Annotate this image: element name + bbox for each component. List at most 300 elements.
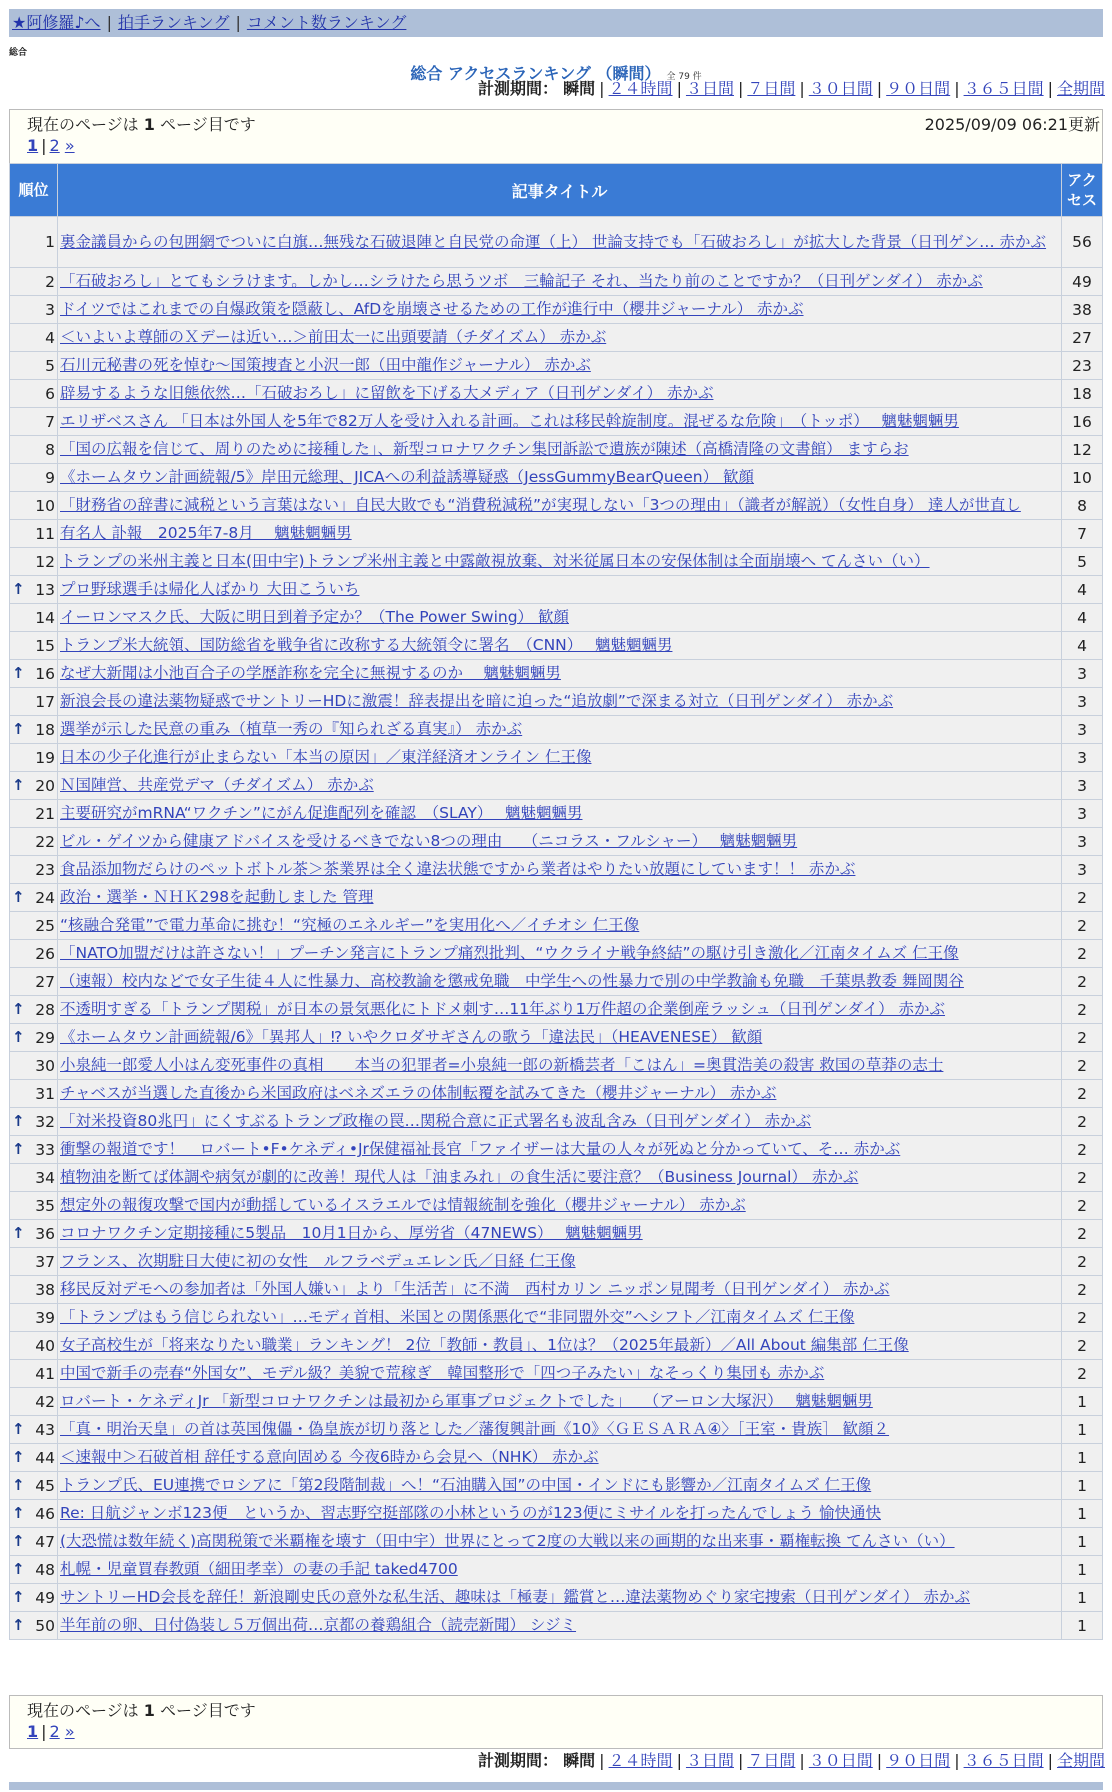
title-cell <box>58 604 1062 632</box>
access-count: 3 <box>1062 772 1103 800</box>
article-title-link[interactable]: 衝撃の報道です！ ロバート•F•ケネディ•Jr保健福祉長官「ファイザーは大量の人々が死ぬと分かっていて、そ… 赤かぶ <box>60 1140 901 1158</box>
access-count: 3 <box>1062 800 1103 828</box>
rank-cell <box>10 716 58 744</box>
article-title-link[interactable]: 「NATO加盟だけは許さない！」プーチン発言にトランプ痛烈批判、“ウクライナ戦争終結”の駆け引き激化／江南タイムズ 仁王像 <box>60 944 959 962</box>
table-row <box>10 324 1103 352</box>
rank-up-arrow-icon: ↑ <box>12 1532 25 1550</box>
rank-up-arrow-icon: ↑ <box>12 1448 25 1466</box>
article-title-link[interactable]: 「対米投資80兆円」にくすぶるトランプ政権の罠…関税合意に正式署名も波乱含み（日刊ゲンダイ） 赤かぶ <box>60 1112 812 1130</box>
article-title-link[interactable]: トランプ米大統領、国防総省を戦争省に改称する大統領令に署名 （CNN） 魑魅魍魎男 <box>60 636 673 654</box>
rank-cell <box>10 1360 58 1388</box>
rank-number: 30 <box>35 1056 55 1075</box>
current-page-text: 現在のページは 1 ページ目です <box>27 115 256 134</box>
table-row <box>10 856 1103 884</box>
table-row <box>10 632 1103 660</box>
next-page-link-bottom[interactable]: » <box>64 1722 75 1741</box>
period-24h-link-bottom[interactable]: ２４時間 <box>608 1751 673 1770</box>
next-page-link[interactable]: » <box>64 136 75 155</box>
access-count: 2 <box>1062 912 1103 940</box>
table-row <box>10 660 1103 688</box>
title-cell <box>58 1612 1062 1640</box>
rank-up-arrow-icon: ↑ <box>12 580 25 598</box>
rank-cell <box>10 1500 58 1528</box>
table-row <box>10 1276 1103 1304</box>
rank-cell <box>10 520 58 548</box>
table-row <box>10 1360 1103 1388</box>
rank-number: 25 <box>35 916 55 935</box>
access-count: 2 <box>1062 940 1103 968</box>
title-cell <box>58 1472 1062 1500</box>
title-cell <box>58 217 1062 268</box>
nav-separator: | <box>106 13 112 32</box>
article-title-link[interactable]: （速報）校内などで女子生徒４人に性暴力、高校教諭を懲戒免職 中学生への性暴力で別の中学教諭も免職 千葉県教委 舞岡関谷 <box>60 972 964 990</box>
title-cell <box>58 1276 1062 1304</box>
rank-cell <box>10 1388 58 1416</box>
rank-cell <box>10 912 58 940</box>
access-count: 3 <box>1062 688 1103 716</box>
title-cell <box>58 352 1062 380</box>
table-row <box>10 1332 1103 1360</box>
access-count: 23 <box>1062 352 1103 380</box>
rank-cell <box>10 380 58 408</box>
title-cell <box>58 1416 1062 1444</box>
rank-number: 46 <box>35 1504 55 1523</box>
rank-up-arrow-icon: ↑ <box>12 1476 25 1494</box>
page-info-bottom <box>9 1695 1103 1749</box>
table-row <box>10 1500 1103 1528</box>
title-cell <box>58 660 1062 688</box>
table-row <box>10 217 1103 268</box>
period-selector-bottom: 計測期間： 瞬間 | ２４時間 | ３日間 | ７日間 | ３０日間 | ９０日間 | ３６５日間 | 全期間 <box>478 1751 1105 1770</box>
period-90d-link-bottom[interactable]: ９０日間 <box>886 1751 951 1770</box>
article-title-link[interactable]: 不透明すぎる「トランプ関税」が日本の景気悪化にトドメ刺す…11年ぶり1万件超の企業倒産ラッシュ（日刊ゲンダイ） 赤かぶ <box>60 1000 946 1018</box>
access-count: 12 <box>1062 436 1103 464</box>
title-cell <box>58 688 1062 716</box>
rank-cell <box>10 1556 58 1584</box>
updated-timestamp: 2025/09/09 06:21更新 <box>924 115 1100 134</box>
rank-cell <box>10 1612 58 1640</box>
rank-cell <box>10 1024 58 1052</box>
table-row <box>10 940 1103 968</box>
access-count: 3 <box>1062 660 1103 688</box>
article-title-link[interactable]: ＜速報中＞石破首相 辞任する意向固める 今夜6時から会見へ（NHK） 赤かぶ <box>60 1448 599 1466</box>
rank-number: 10 <box>35 496 55 515</box>
article-title-link[interactable]: ＜いよいよ尊師のＸデーは近い…＞前田太一に出頭要請（チダイズム） 赤かぶ <box>60 328 607 346</box>
rank-cell <box>10 1108 58 1136</box>
article-title-link[interactable]: 日本の少子化進行が止まらない「本当の原因」／東洋経済オンライン 仁王像 <box>60 748 592 766</box>
table-row <box>10 492 1103 520</box>
article-title-link[interactable]: 政治・選挙・ＮＨＫ298を起動しました 管理 <box>60 888 374 906</box>
title-cell <box>58 800 1062 828</box>
period-label: 計測期間： <box>478 79 559 98</box>
article-title-link[interactable]: (大恐慌は数年続く)高関税策で米覇権を壊す（田中宇）世界にとって2度の大戦以来の画期的な出来事・覇権転換 てんさい（い） <box>60 1532 955 1550</box>
table-row <box>10 1612 1103 1640</box>
period-current-bottom: 瞬間 <box>563 1751 596 1770</box>
title-cell <box>58 1556 1062 1584</box>
ranking-rows <box>10 217 1103 1640</box>
rank-number: 48 <box>35 1560 55 1579</box>
table-row <box>10 688 1103 716</box>
rank-cell <box>10 632 58 660</box>
nav-separator: | <box>235 13 241 32</box>
rank-number: 5 <box>45 356 55 375</box>
title-cell <box>58 1388 1062 1416</box>
top-nav-bar <box>9 9 1103 37</box>
table-row <box>10 1472 1103 1500</box>
access-count: 3 <box>1062 716 1103 744</box>
table-row <box>10 884 1103 912</box>
table-row <box>10 1108 1103 1136</box>
rank-up-arrow-icon: ↑ <box>12 1000 25 1018</box>
period-365d-link-bottom[interactable]: ３６５日間 <box>963 1751 1044 1770</box>
title-cell <box>58 1136 1062 1164</box>
rank-cell <box>10 408 58 436</box>
article-title-link[interactable]: 小泉純一郎愛人小はん変死事件の真相 本当の犯罪者=小泉純一郎の新橋芸者「こはん」=奥貫浩美の殺害 救国の草莽の志士 <box>60 1056 944 1074</box>
table-row <box>10 520 1103 548</box>
table-row <box>10 380 1103 408</box>
home-link[interactable]: ★阿修羅♪へ <box>12 13 101 32</box>
rank-up-arrow-icon: ↑ <box>12 1616 25 1634</box>
title-cell <box>58 1024 1062 1052</box>
article-title-link[interactable]: なぜ大新聞は小池百合子の学歴詐称を完全に無視するのか 魑魅魍魎男 <box>60 664 561 682</box>
article-title-link[interactable]: フランス、次期駐日大使に初の女性 ルフラベデュエレン氏／日経 仁王像 <box>60 1252 576 1270</box>
title-cell <box>58 1052 1062 1080</box>
table-row <box>10 1388 1103 1416</box>
table-row <box>10 352 1103 380</box>
access-count: 18 <box>1062 380 1103 408</box>
article-title-link[interactable]: 「国の広報を信じて、周りのために接種した」、新型コロナワクチン集団訴訟で遺族が陳述（高橋清隆の文書館） ますらお <box>60 440 909 458</box>
rank-number: 26 <box>35 944 55 963</box>
table-row <box>10 744 1103 772</box>
rank-number: 47 <box>35 1532 55 1551</box>
rank-number: 17 <box>35 692 55 711</box>
table-row <box>10 1164 1103 1192</box>
rank-cell <box>10 1248 58 1276</box>
article-title-link[interactable]: 「石破おろし」とてもシラけます。しかし…シラけたら思うツボ 三輪記子 それ、当たり前のことですか？（日刊ゲンダイ） 赤かぶ <box>60 272 983 290</box>
article-title-link[interactable]: 「トランプはもう信じられない」…モディ首相、米国との関係悪化で“非同盟外交”へシフト／江南タイムズ 仁王像 <box>60 1308 855 1326</box>
article-title-link[interactable]: トランプの米州主義と日本(田中宇)トランプ米州主義と中露敵視放棄、対米従属日本の安保体制は全面崩壊へ てんさい（い） <box>60 552 930 570</box>
access-count: 1 <box>1062 1388 1103 1416</box>
rank-number: 39 <box>35 1308 55 1327</box>
rank-up-arrow-icon: ↑ <box>12 1504 25 1522</box>
rank-number: 19 <box>35 748 55 767</box>
period-all-link[interactable]: 全期間 <box>1056 79 1105 98</box>
article-title-link[interactable]: ロバート・ケネディJr 「新型コロナワクチンは最初から軍事プロジェクトでした」 （アーロン大塚沢） 魑魅魍魎男 <box>60 1392 873 1410</box>
period-30d-link-bottom[interactable]: ３０日間 <box>808 1751 873 1770</box>
title-cell <box>58 940 1062 968</box>
table-row <box>10 268 1103 296</box>
category-label: 総合 <box>9 48 28 58</box>
page-1-link-bottom[interactable]: 1 <box>27 1722 39 1741</box>
rank-cell <box>10 744 58 772</box>
access-count: 5 <box>1062 548 1103 576</box>
bottom-bar <box>9 1782 1103 1790</box>
access-count: 3 <box>1062 744 1103 772</box>
rank-cell <box>10 996 58 1024</box>
access-count: 1 <box>1062 1528 1103 1556</box>
access-count: 8 <box>1062 492 1103 520</box>
title-cell <box>58 968 1062 996</box>
pagination-top: 1 | 2 » <box>27 136 75 155</box>
table-row <box>10 464 1103 492</box>
rank-number: 44 <box>35 1448 55 1467</box>
article-title-link[interactable]: サントリーHD会長を辞任！新浪剛史氏の意外な私生活、趣味は「極妻」鑑賞と…違法薬物めぐり家宅捜索（日刊ゲンダイ） 赤かぶ <box>60 1588 971 1606</box>
period-365d-link[interactable]: ３６５日間 <box>963 79 1044 98</box>
rank-number: 4 <box>45 328 55 347</box>
rank-cell <box>10 217 58 268</box>
rank-cell <box>10 660 58 688</box>
rank-number: 6 <box>45 384 55 403</box>
rank-number: 41 <box>35 1364 55 1383</box>
rank-number: 38 <box>35 1280 55 1299</box>
period-7d-link-bottom[interactable]: ７日間 <box>747 1751 796 1770</box>
article-title-link[interactable]: 植物油を断てば体調や病気が劇的に改善！現代人は「油まみれ」の食生活に要注意？（Business Journal） 赤かぶ <box>60 1168 859 1186</box>
rank-cell <box>10 576 58 604</box>
title-cell <box>58 1248 1062 1276</box>
access-count: 4 <box>1062 604 1103 632</box>
article-title-link[interactable]: 「真・明治天皇」の首は英国傀儡・偽皇族が切り落とした／藩復興計画《10》〈ＧＥＳＡＲＡ④〉［王室・貴族］ 歓顔２ <box>60 1420 890 1438</box>
access-count: 1 <box>1062 1416 1103 1444</box>
article-title-link[interactable]: 中国で新手の売春“外国女”、モデル級？美貌で荒稼ぎ 韓国整形で「四つ子みたい」なそっくり集団も 赤かぶ <box>60 1364 825 1382</box>
article-title-link[interactable]: 札幌・児童買春教頭（細田孝幸）の妻の手記 taked4700 <box>60 1560 458 1578</box>
article-title-link[interactable]: 半年前の卵、日付偽装し５万個出荷…京都の養鶏組合（読売新聞） シジミ <box>60 1616 577 1634</box>
title-cell <box>58 380 1062 408</box>
title-cell <box>58 436 1062 464</box>
rank-number: 9 <box>45 468 55 487</box>
rank-number: 11 <box>35 524 55 543</box>
access-count: 2 <box>1062 1360 1103 1388</box>
access-count: 1 <box>1062 1444 1103 1472</box>
rank-number: 12 <box>35 552 55 571</box>
rank-number: 16 <box>35 664 55 683</box>
rank-up-arrow-icon: ↑ <box>12 1588 25 1606</box>
access-count: 2 <box>1062 1192 1103 1220</box>
article-title-link[interactable]: 石川元秘書の死を悼む～国策捜査と小沢一郎（田中龍作ジャーナル） 赤かぶ <box>60 356 591 374</box>
article-title-link[interactable]: 新浪会長の違法薬物疑惑でサントリーHDに激震！辞表提出を暗に迫った“追放劇”で深まる対立（日刊ゲンダイ） 赤かぶ <box>60 692 894 710</box>
period-24h-link[interactable]: ２４時間 <box>608 79 673 98</box>
rank-cell <box>10 1052 58 1080</box>
title-cell <box>58 492 1062 520</box>
title-cell <box>58 716 1062 744</box>
col-title-header: 記事タイトル <box>58 164 1062 217</box>
title-cell <box>58 464 1062 492</box>
rank-up-arrow-icon: ↑ <box>12 1112 25 1130</box>
table-row <box>10 1528 1103 1556</box>
rank-number: 40 <box>35 1336 55 1355</box>
title-cell <box>58 1220 1062 1248</box>
rank-cell <box>10 1276 58 1304</box>
table-row <box>10 1136 1103 1164</box>
table-row <box>10 968 1103 996</box>
rank-number: 50 <box>35 1616 55 1635</box>
title-cell <box>58 856 1062 884</box>
rank-number: 49 <box>35 1588 55 1607</box>
access-count: 1 <box>1062 1500 1103 1528</box>
access-count: 27 <box>1062 324 1103 352</box>
rank-number: 29 <box>35 1028 55 1047</box>
table-row <box>10 716 1103 744</box>
article-title-link[interactable]: Ｎ国陣営、共産党デマ（チダイズム） 赤かぶ <box>60 776 374 794</box>
access-count: 1 <box>1062 1584 1103 1612</box>
access-count: 2 <box>1062 1108 1103 1136</box>
access-count: 1 <box>1062 1556 1103 1584</box>
rank-cell <box>10 772 58 800</box>
col-rank-header: 順位 <box>10 164 58 217</box>
rank-number: 2 <box>45 272 55 291</box>
period-90d-link[interactable]: ９０日間 <box>886 79 951 98</box>
rank-cell <box>10 352 58 380</box>
title-cell <box>58 520 1062 548</box>
access-count: 2 <box>1062 1080 1103 1108</box>
article-title-link[interactable]: プロ野球選手は帰化人ばかり 大田こういち <box>60 580 360 598</box>
article-title-link[interactable]: トランプ氏、EU連携でロシアに「第2段階制裁」へ！“石油購入国”の中国・インドにも影響か／江南タイムズ 仁王像 <box>60 1476 872 1494</box>
article-title-link[interactable]: 移民反対デモへの参加者は「外国人嫌い」より「生活苦」に不満 西村カリン ニッポン見聞考（日刊ゲンダイ） 赤かぶ <box>60 1280 890 1298</box>
article-title-link[interactable]: 想定外の報復攻撃で国内が動揺しているイスラエルでは情報統制を強化（櫻井ジャーナル） 赤かぶ <box>60 1196 746 1214</box>
title-cell <box>58 1500 1062 1528</box>
rank-up-arrow-icon: ↑ <box>12 1140 25 1158</box>
rank-cell <box>10 464 58 492</box>
page-2-link[interactable]: 2 <box>49 136 60 155</box>
title-cell <box>58 408 1062 436</box>
access-count: 2 <box>1062 1136 1103 1164</box>
title-cell <box>58 576 1062 604</box>
rank-number: 1 <box>45 233 55 251</box>
rank-up-arrow-icon: ↑ <box>12 664 25 682</box>
rank-number: 37 <box>35 1252 55 1271</box>
access-count: 49 <box>1062 268 1103 296</box>
access-count: 4 <box>1062 632 1103 660</box>
rank-cell <box>10 268 58 296</box>
access-count: 2 <box>1062 1332 1103 1360</box>
rank-number: 31 <box>35 1084 55 1103</box>
pagination-bottom: 1 | 2 » <box>27 1722 75 1741</box>
rank-cell <box>10 1192 58 1220</box>
article-title-link[interactable]: イーロンマスク氏、大阪に明日到着予定か？（The Power Swing） 歓顔 <box>60 608 569 626</box>
article-title-link[interactable]: チャベスが当選した直後から米国政府はベネズエラの体制転覆を試みてきた（櫻井ジャーナル） 赤かぶ <box>60 1084 777 1102</box>
title-cell <box>58 828 1062 856</box>
table-row <box>10 800 1103 828</box>
rank-number: 3 <box>45 300 55 319</box>
table-row <box>10 408 1103 436</box>
title-cell <box>58 1360 1062 1388</box>
title-cell <box>58 912 1062 940</box>
access-count: 4 <box>1062 576 1103 604</box>
title-cell <box>58 548 1062 576</box>
access-count: 2 <box>1062 1052 1103 1080</box>
period-all-link-bottom[interactable]: 全期間 <box>1056 1751 1105 1770</box>
rank-cell <box>10 492 58 520</box>
page-2-link-bottom[interactable]: 2 <box>49 1722 60 1741</box>
title-cell <box>58 1080 1062 1108</box>
rank-cell <box>10 968 58 996</box>
article-title-link[interactable]: コロナワクチン定期接種に5製品 10月1日から、厚労省（47NEWS） 魑魅魍魎男 <box>60 1224 643 1242</box>
period-3d-link-bottom[interactable]: ３日間 <box>685 1751 734 1770</box>
rank-cell <box>10 1416 58 1444</box>
access-count: 2 <box>1062 1276 1103 1304</box>
article-title-link[interactable]: Re: 日航ジャンボ123便 というか、習志野空挺部隊の小林というのが123便にミサイルを打ったんでしょう 愉快通快 <box>60 1504 881 1522</box>
rank-number: 24 <box>35 888 55 907</box>
rank-number: 36 <box>35 1224 55 1243</box>
article-title-link[interactable]: ドイツではこれまでの自爆政策を隠蔽し、AfDを崩壊させるための工作が進行中（櫻井ジャーナル） 赤かぶ <box>60 300 804 318</box>
col-access-header: アクセス <box>1062 164 1103 217</box>
article-title-link[interactable]: 「財務省の辞書に減税という言葉はない」自民大敗でも“消費税減税”が実現しない「3つの理由」（識者が解説）（女性自身） 達人が世直し <box>60 496 1021 514</box>
rank-cell <box>10 296 58 324</box>
title-cell <box>58 884 1062 912</box>
table-row <box>10 772 1103 800</box>
rank-cell <box>10 940 58 968</box>
title-cell <box>58 1304 1062 1332</box>
access-count: 1 <box>1062 1472 1103 1500</box>
period-3d-link[interactable]: ３日間 <box>685 79 734 98</box>
table-row <box>10 912 1103 940</box>
article-title-link[interactable]: 《ホームタウン計画続報/5》岸田元総理、JICAへの利益誘導疑惑（JessGummyBearQueen） 歓顔 <box>60 468 755 486</box>
page-title-text: 総合 アクセスランキング （瞬間） <box>410 64 661 83</box>
rank-number: 22 <box>35 832 55 851</box>
rank-up-arrow-icon: ↑ <box>12 1028 25 1046</box>
comment-ranking-link[interactable]: コメント数ランキング <box>246 13 407 32</box>
access-count: 56 <box>1062 217 1103 268</box>
rank-cell <box>10 688 58 716</box>
article-title-link[interactable]: エリザベスさん 「日本は外国人を5年で82万人を受け入れる計画。これは移民斡旋制度。混ぜるな危険」 （トッポ） 魑魅魍魎男 <box>60 412 959 430</box>
rank-number: 21 <box>35 804 55 823</box>
rank-cell <box>10 1332 58 1360</box>
applause-ranking-link[interactable]: 拍手ランキング <box>117 13 230 32</box>
access-count: 16 <box>1062 408 1103 436</box>
table-row <box>10 996 1103 1024</box>
period-7d-link[interactable]: ７日間 <box>747 79 796 98</box>
article-title-link[interactable]: 有名人 訃報 2025年7-8月 魑魅魍魎男 <box>60 524 352 542</box>
article-title-link[interactable]: 食品添加物だらけのペットボトル茶＞茶業界は全く違法状態ですから業者はやりたい放題にしています！！ 赤かぶ <box>60 860 856 878</box>
article-title-link[interactable]: 選挙が示した民意の重み（植草一秀の『知られざる真実』） 赤かぶ <box>60 720 523 738</box>
rank-cell <box>10 1444 58 1472</box>
rank-number: 33 <box>35 1140 55 1159</box>
table-row <box>10 1080 1103 1108</box>
rank-cell <box>10 856 58 884</box>
period-30d-link[interactable]: ３０日間 <box>808 79 873 98</box>
article-title-link[interactable]: ビル・ゲイツから健康アドバイスを受けるべきでない8つの理由 （ニコラス・フルシャー） 魑魅魍魎男 <box>60 832 798 850</box>
rank-cell <box>10 1584 58 1612</box>
page-1-link[interactable]: 1 <box>27 136 39 155</box>
article-title-link[interactable]: “核融合発電”で電力革命に挑む！“究極のエネルギー”を実用化へ／イチオシ 仁王像 <box>60 916 640 934</box>
article-title-link[interactable]: 《ホームタウン計画続報/6》「異邦人」⁉︎ いやクロダサギさんの歌う「違法民」（HEAVENESE） 歓顔 <box>60 1028 763 1046</box>
current-page-text-bottom: 現在のページは 1 ページ目です <box>27 1701 256 1720</box>
rank-number: 20 <box>35 776 55 795</box>
table-row <box>10 1192 1103 1220</box>
table-row <box>10 1556 1103 1584</box>
rank-number: 43 <box>35 1420 55 1439</box>
rank-number: 42 <box>35 1392 55 1411</box>
table-row <box>10 1304 1103 1332</box>
access-count: 2 <box>1062 996 1103 1024</box>
rank-number: 7 <box>45 412 55 431</box>
article-title-link[interactable]: 女子高校生が「将来なりたい職業」ランキング！ 2位「教師・教員」、1位は？（2025年最新）／All About 編集部 仁王像 <box>60 1336 909 1354</box>
access-count: 2 <box>1062 1248 1103 1276</box>
title-cell <box>58 744 1062 772</box>
rank-cell <box>10 1164 58 1192</box>
title-cell <box>58 296 1062 324</box>
rank-up-arrow-icon: ↑ <box>12 1560 25 1578</box>
rank-cell <box>10 828 58 856</box>
period-label-bottom: 計測期間： <box>478 1751 559 1770</box>
rank-cell <box>10 436 58 464</box>
access-count: 2 <box>1062 1164 1103 1192</box>
article-title-link[interactable]: 辟易するような旧態依然…「石破おろし」に留飲を下げる大メディア（日刊ゲンダイ） 赤かぶ <box>60 384 714 402</box>
rank-number: 8 <box>45 440 55 459</box>
rank-up-arrow-icon: ↑ <box>12 1224 25 1242</box>
article-title-link[interactable]: 裏金議員からの包囲網でついに白旗…無残な石破退陣と自民党の命運（上） 世論支持でも「石破おろし」が拡大した背景（日刊ゲン… 赤かぶ <box>60 232 1047 251</box>
rank-number: 28 <box>35 1000 55 1019</box>
article-title-link[interactable]: 主要研究がmRNA“ワクチン”にがん促進配列を確認 （SLAY） 魑魅魍魎男 <box>60 804 583 822</box>
